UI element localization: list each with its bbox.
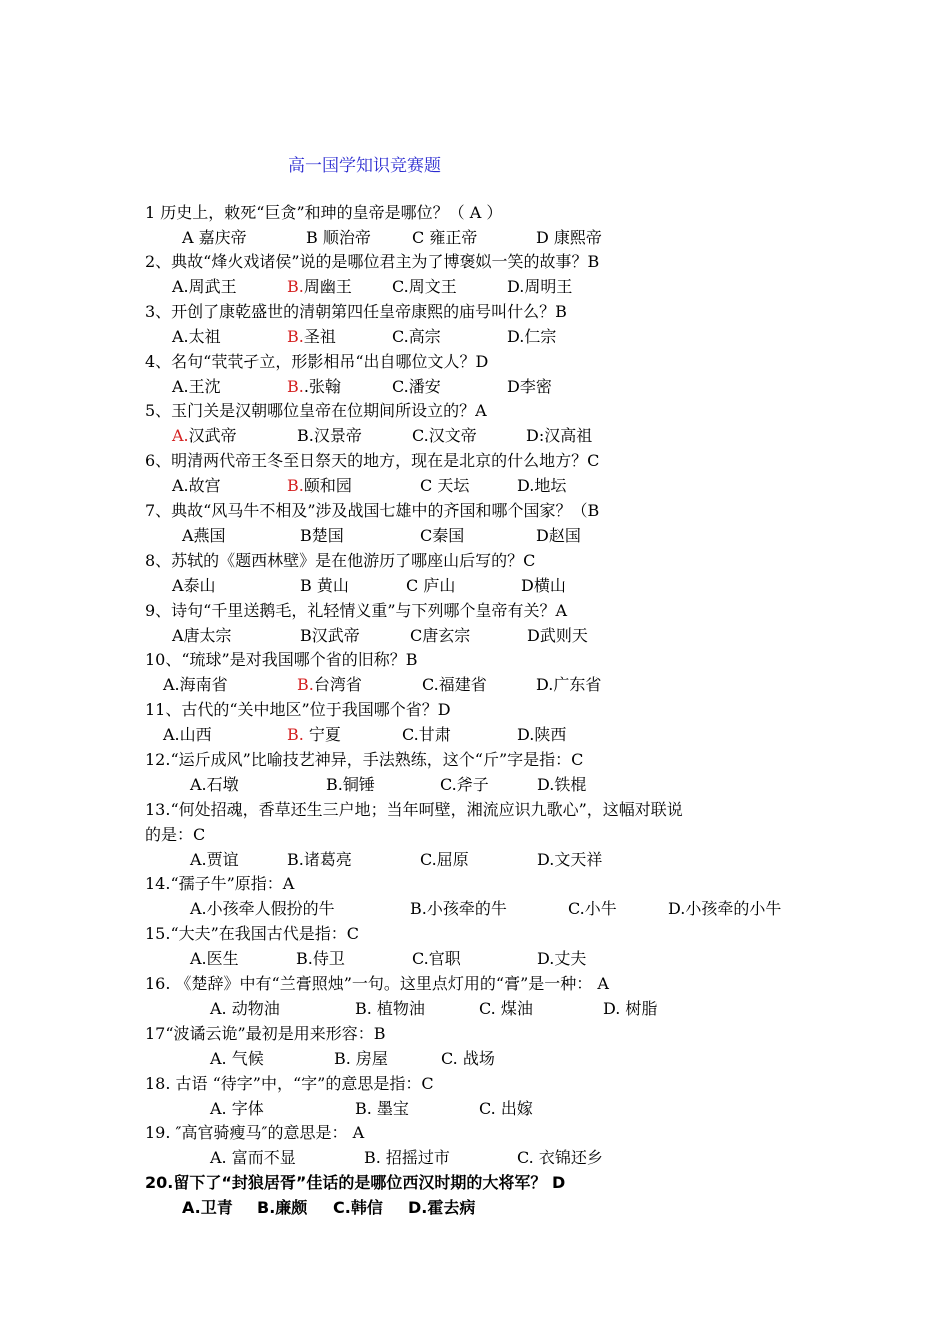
option-label: C.小牛 <box>568 899 617 918</box>
option-a <box>210 1048 264 1070</box>
option-b <box>306 227 371 249</box>
option-c <box>410 625 470 647</box>
option-label: C 庐山 <box>406 576 456 595</box>
option-b <box>364 1147 450 1169</box>
option-c <box>412 948 461 970</box>
option-label: D.陕西 <box>517 725 567 744</box>
option-b <box>287 376 341 398</box>
option-d <box>536 525 581 547</box>
option-label: C唐玄宗 <box>410 626 471 645</box>
option-label: B 黄山 <box>300 576 349 595</box>
option-label: C.韩信 <box>333 1198 383 1217</box>
option-label: A燕国 <box>182 526 226 545</box>
option-label: D.仁宗 <box>507 327 557 346</box>
option-c <box>412 227 477 249</box>
option-a <box>182 227 247 249</box>
question-6-text: 6、明清两代帝王冬至日祭天的地方，现在是北京的什么地方？C <box>145 451 600 470</box>
option-d <box>537 774 586 796</box>
question-15-text: 15.“大夫”在我国古代是指：C <box>145 924 360 943</box>
option-label: B.诸葛亮 <box>287 850 352 869</box>
option-a <box>182 1197 233 1219</box>
option-a <box>172 376 221 398</box>
question-14-text: 14.“孺子牛”原指：A <box>145 874 295 893</box>
option-a <box>210 998 280 1020</box>
question-20-text: 20.留下了“封狼居胥”佳话的是哪位西汉时期的大将军？ D <box>145 1173 566 1192</box>
option-b <box>410 898 507 920</box>
option-label: D.铁棍 <box>537 775 587 794</box>
option-label: C.潘安 <box>392 377 441 396</box>
option-b <box>287 326 336 348</box>
option-label: D:汉高祖 <box>526 426 593 445</box>
option-label: A.故宫 <box>172 476 221 495</box>
option-label: C. 战场 <box>441 1049 495 1068</box>
option-label: B. 房屋 <box>334 1049 388 1068</box>
option-label: A.医生 <box>190 949 239 968</box>
option-c <box>441 1048 495 1070</box>
option-label: D.霍去病 <box>408 1198 476 1217</box>
option-label: A. 字体 <box>210 1099 264 1118</box>
option-d <box>408 1197 475 1219</box>
option-label: B 顺治帝 <box>306 228 371 247</box>
option-c <box>420 475 469 497</box>
option-b <box>355 998 425 1020</box>
option-label: A.周武王 <box>172 277 237 296</box>
question-13-text: 13.“何处招魂，香草还生三户地；当年呵壁，湘流应识九歌心”，这幅对联说 <box>145 800 683 819</box>
option-label: C. 出嫁 <box>479 1099 533 1118</box>
option-d <box>507 376 552 398</box>
option-letter: B. <box>287 725 304 744</box>
option-letter: A. <box>172 426 189 445</box>
option-d <box>536 227 602 249</box>
option-label: 台湾省 <box>313 675 362 694</box>
option-label: A唐太宗 <box>172 626 232 645</box>
option-letter: B. <box>287 327 304 346</box>
option-a <box>163 724 212 746</box>
option-a <box>190 898 335 920</box>
option-label: C.周文王 <box>392 277 457 296</box>
option-a <box>172 276 237 298</box>
option-label: B. 植物油 <box>355 999 425 1018</box>
option-d <box>668 898 781 920</box>
option-b <box>287 475 352 497</box>
option-b <box>326 774 375 796</box>
option-label: C.官职 <box>412 949 461 968</box>
option-label: B. 招摇过市 <box>364 1148 450 1167</box>
question-11-text: 11、古代的“关中地区”位于我国哪个省？D <box>145 700 451 719</box>
question-3-text: 3、开创了康乾盛世的清朝第四任皇帝康熙的庙号叫什么？B <box>145 302 567 321</box>
option-label: 汉武帝 <box>188 426 237 445</box>
option-label: A.石墩 <box>190 775 239 794</box>
option-label: B. 墨宝 <box>355 1099 409 1118</box>
option-a <box>163 674 228 696</box>
question-2-text: 2、典故“烽火戏诸侯”说的是哪位君主为了博褒姒一笑的故事？B <box>145 252 600 271</box>
option-letter: B. <box>287 476 304 495</box>
option-label: D.广东省 <box>536 675 602 694</box>
option-label: .张翰 <box>303 377 341 396</box>
option-c <box>422 674 487 696</box>
option-label: D武则天 <box>527 626 588 645</box>
option-label: B.汉景帝 <box>297 426 362 445</box>
question-4-text: 4、名句“茕茕孑立，形影相吊“出自哪位文人？D <box>145 352 489 371</box>
option-b <box>296 948 345 970</box>
option-a <box>182 525 226 547</box>
option-label: B.铜锤 <box>326 775 375 794</box>
option-d <box>527 625 588 647</box>
option-c <box>420 849 469 871</box>
question-10-text: 10、“琉球”是对我国哪个省的旧称？B <box>145 650 418 669</box>
option-label: C.福建省 <box>422 675 487 694</box>
option-label: C. 煤油 <box>479 999 533 1018</box>
option-b <box>300 625 360 647</box>
question-12-text: 12.“运斤成风”比喻技艺神异，手法熟练，这个“斤”字是指：C <box>145 750 584 769</box>
option-letter: B. <box>287 277 304 296</box>
option-d <box>537 948 586 970</box>
option-label: A.贾谊 <box>190 850 239 869</box>
option-c <box>392 376 441 398</box>
option-b <box>297 674 362 696</box>
option-a <box>190 774 239 796</box>
option-label: B.侍卫 <box>296 949 345 968</box>
option-a <box>190 948 239 970</box>
option-label: A. 富而不显 <box>210 1148 296 1167</box>
option-a <box>172 475 221 497</box>
option-label: 周幽王 <box>303 277 352 296</box>
option-b <box>300 525 344 547</box>
option-a <box>210 1147 296 1169</box>
option-c <box>517 1147 603 1169</box>
option-label: 宁夏 <box>303 725 341 744</box>
option-d <box>521 575 566 597</box>
option-label: C.屈原 <box>420 850 469 869</box>
option-label: C 雍正帝 <box>412 228 478 247</box>
option-c <box>440 774 489 796</box>
option-label: A泰山 <box>172 576 216 595</box>
option-c <box>392 326 441 348</box>
option-a <box>172 425 237 447</box>
option-label: C.斧子 <box>440 775 489 794</box>
option-label: A.海南省 <box>163 675 228 694</box>
option-label: C 天坛 <box>420 476 470 495</box>
option-letter: B. <box>297 675 314 694</box>
option-label: C.汉文帝 <box>412 426 477 445</box>
option-label: C.甘肃 <box>402 725 451 744</box>
option-b <box>287 724 341 746</box>
question-18-text: 18. 古语 “待字”中，“字”的意思是指：C <box>145 1074 434 1093</box>
option-c <box>479 998 533 1020</box>
option-a <box>210 1098 264 1120</box>
option-label: B.小孩牵的牛 <box>410 899 507 918</box>
option-c <box>402 724 451 746</box>
option-label: A.山西 <box>163 725 212 744</box>
question-17-text: 17“波谲云诡”最初是用来形容：B <box>145 1024 386 1043</box>
option-a <box>190 849 239 871</box>
question-9-text: 9、诗句“千里送鹅毛，礼轻情义重”与下列哪个皇帝有关？A <box>145 601 568 620</box>
question-1-text: 1 历史上，敕死“巨贪”和珅的皇帝是哪位？（ A ） <box>145 203 503 222</box>
question-5-text: 5、玉门关是汉朝哪位皇帝在位期间所设立的？A <box>145 401 487 420</box>
option-label: D赵国 <box>536 526 581 545</box>
option-b <box>297 425 362 447</box>
option-d <box>517 475 566 497</box>
option-label: A.太祖 <box>172 327 221 346</box>
option-label: 圣祖 <box>303 327 336 346</box>
option-c <box>412 425 477 447</box>
option-label: B.廉颇 <box>257 1198 308 1217</box>
question-19-text: 19. ″高官骑瘦马″的意思是： A <box>145 1123 365 1142</box>
option-label: D.文天祥 <box>537 850 603 869</box>
option-d <box>536 674 601 696</box>
option-label: A 嘉庆帝 <box>182 228 247 247</box>
option-d <box>517 724 566 746</box>
option-b <box>257 1197 307 1219</box>
option-c <box>479 1098 533 1120</box>
option-b <box>287 849 352 871</box>
option-d <box>526 425 592 447</box>
option-c <box>420 525 464 547</box>
page-title: 高一国学知识竞赛题 <box>288 156 441 176</box>
option-label: 颐和园 <box>303 476 352 495</box>
option-b <box>334 1048 388 1070</box>
option-a <box>172 625 232 647</box>
question-7-text: 7、典故“风马牛不相及”涉及战国七雄中的齐国和哪个国家？（B <box>145 501 600 520</box>
option-label: A.王沈 <box>172 377 221 396</box>
option-d <box>603 998 657 1020</box>
option-label: B楚国 <box>300 526 344 545</box>
option-d <box>507 326 556 348</box>
option-label: A.小孩牵人假扮的牛 <box>190 899 335 918</box>
option-label: A. 气候 <box>210 1049 264 1068</box>
option-label: D.小孩牵的小牛 <box>668 899 782 918</box>
question-8-text: 8、苏轼的《题西林壁》是在他游历了哪座山后写的？C <box>145 551 536 570</box>
option-letter: B. <box>287 377 304 396</box>
option-label: A.卫青 <box>182 1198 233 1217</box>
option-label: D李密 <box>507 377 552 396</box>
option-b <box>355 1098 409 1120</box>
option-d <box>537 849 602 871</box>
option-label: D.地坛 <box>517 476 567 495</box>
option-b <box>287 276 352 298</box>
option-c <box>568 898 617 920</box>
option-label: D.丈夫 <box>537 949 587 968</box>
option-a <box>172 326 221 348</box>
option-label: C. 衣锦还乡 <box>517 1148 603 1167</box>
option-b <box>300 575 349 597</box>
option-label: C.高宗 <box>392 327 441 346</box>
option-c <box>406 575 455 597</box>
option-c <box>333 1197 383 1219</box>
option-label: D横山 <box>521 576 566 595</box>
option-label: D.周明王 <box>507 277 573 296</box>
option-label: A. 动物油 <box>210 999 280 1018</box>
option-a <box>172 575 216 597</box>
option-d <box>507 276 572 298</box>
option-c <box>392 276 457 298</box>
option-label: D 康熙帝 <box>536 228 602 247</box>
question-13-text-cont: 的是：C <box>145 825 206 844</box>
option-label: D. 树脂 <box>603 999 658 1018</box>
question-16-text: 16. 《楚辞》中有“兰膏照烛”一句。这里点灯用的“膏”是一种： A <box>145 974 609 993</box>
option-label: B汉武帝 <box>300 626 360 645</box>
option-label: C秦国 <box>420 526 465 545</box>
